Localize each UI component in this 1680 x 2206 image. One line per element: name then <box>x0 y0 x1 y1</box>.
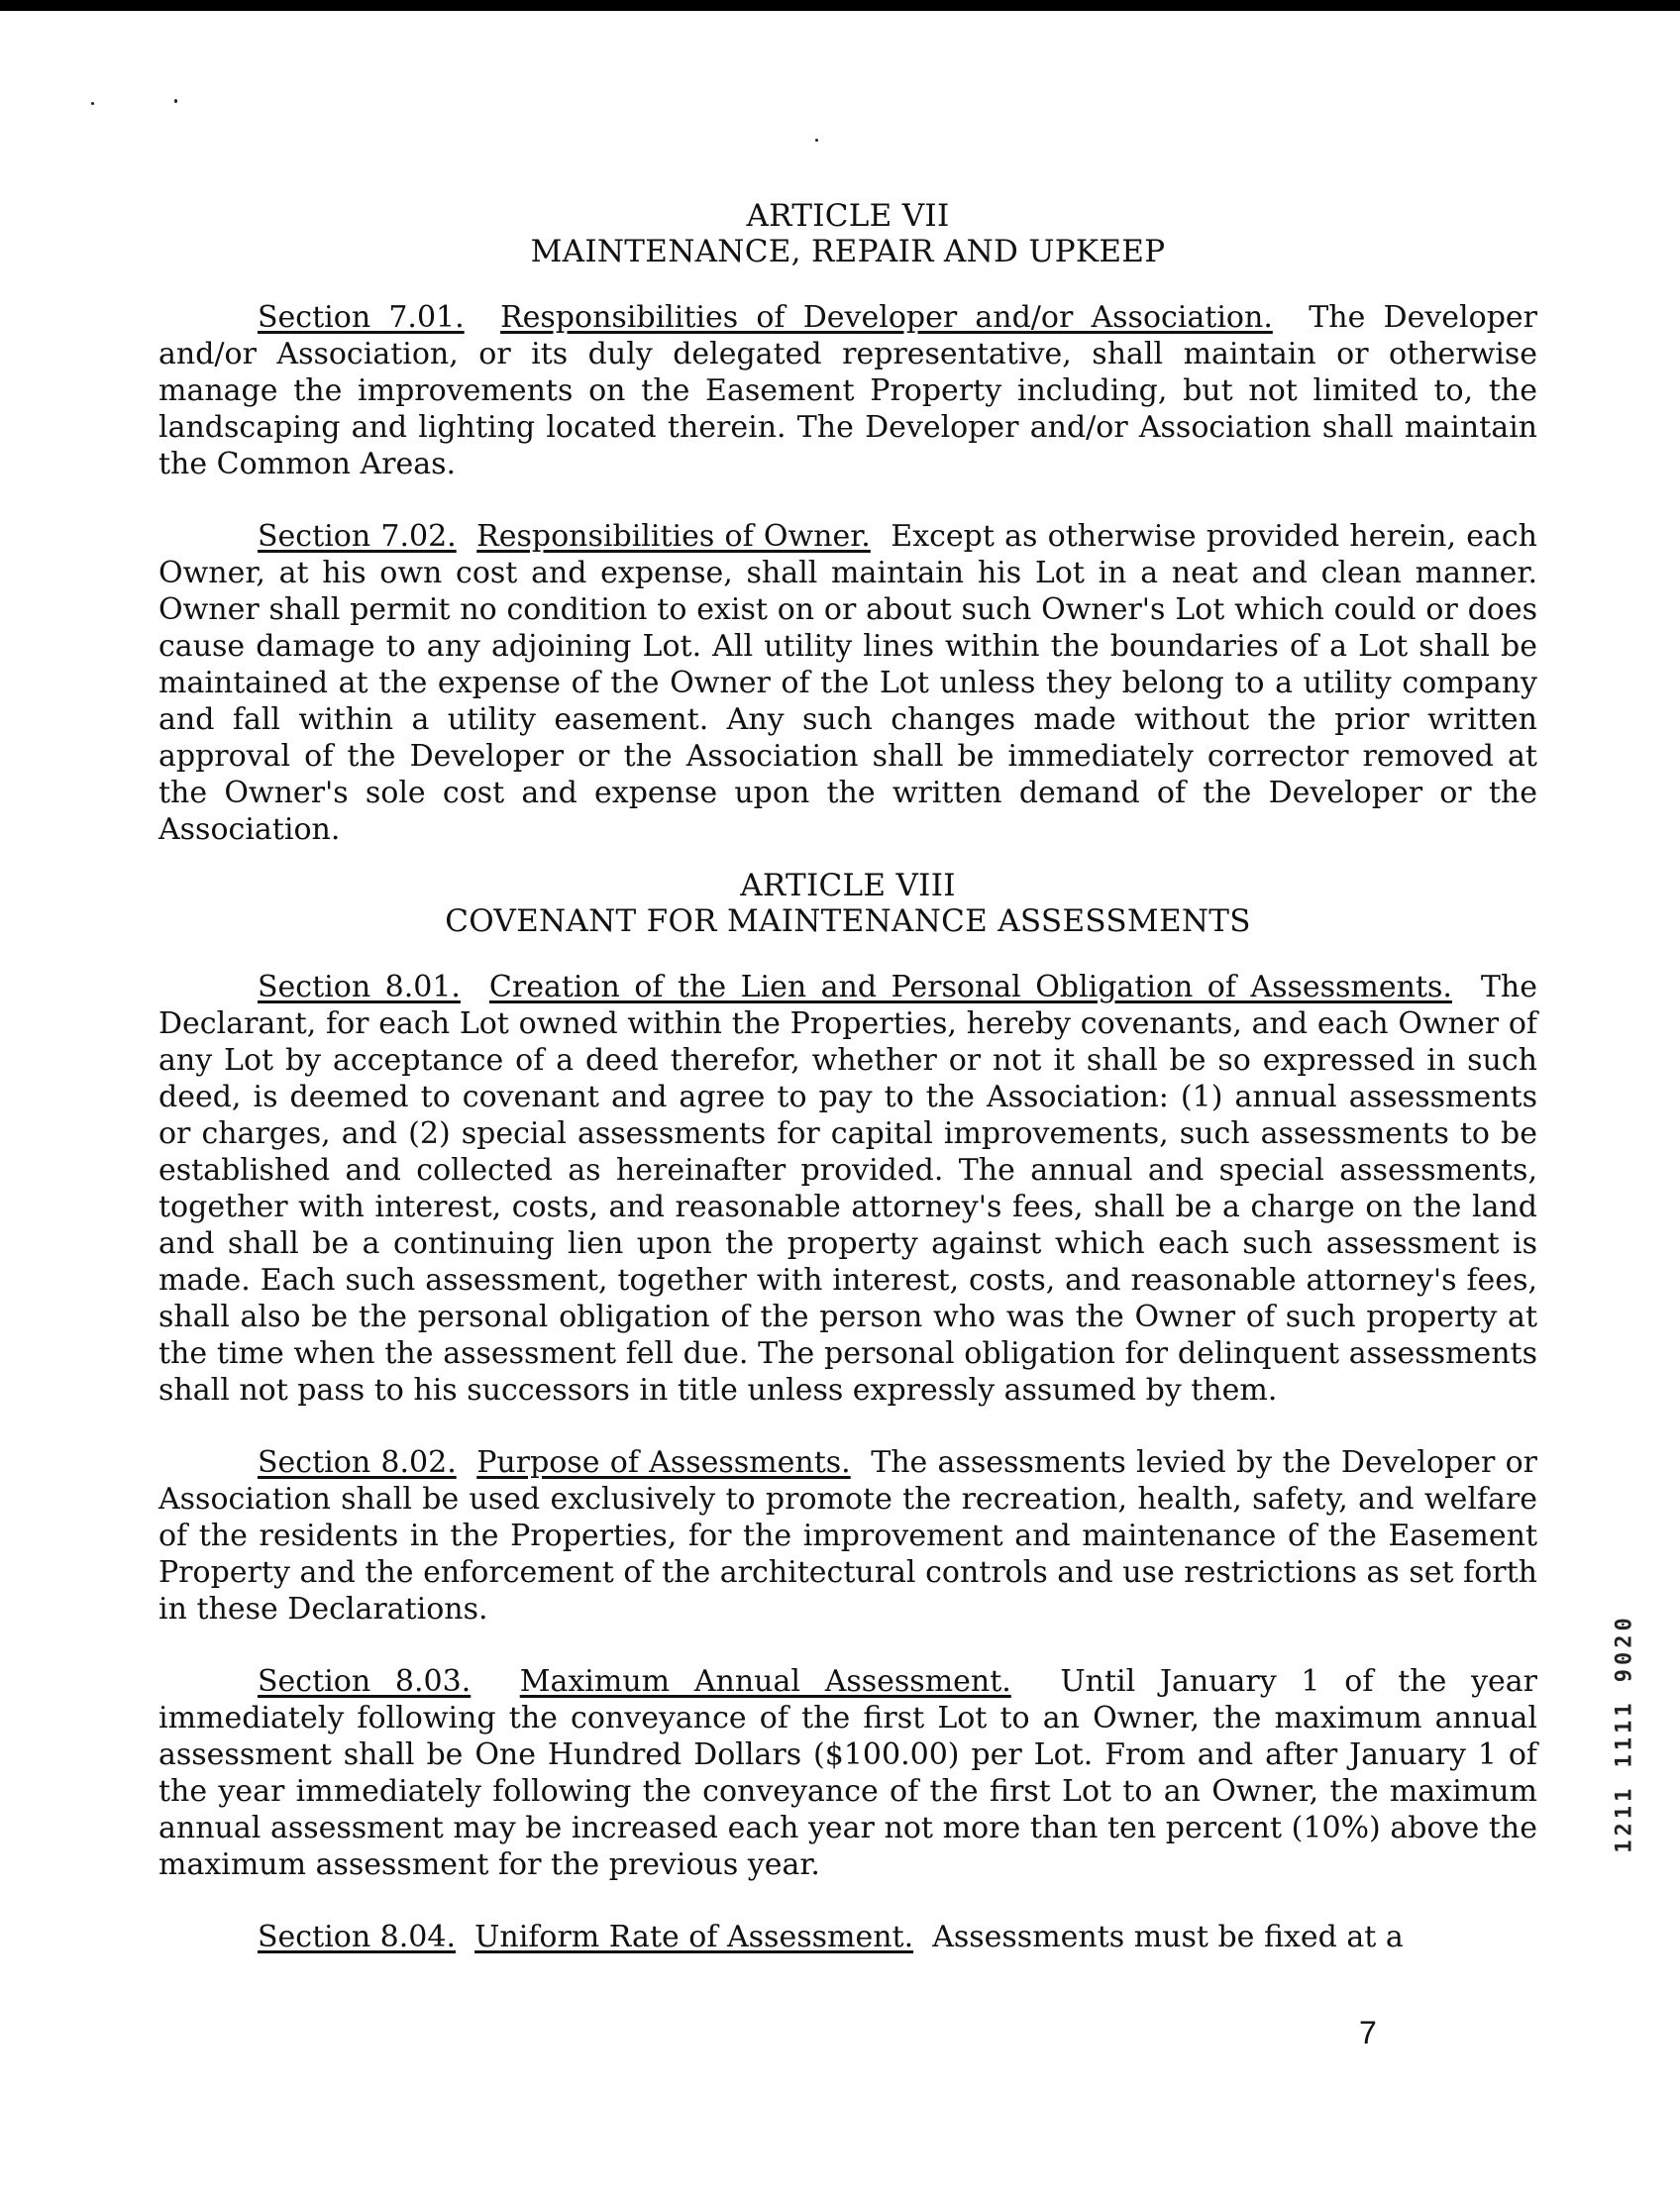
section-body: Assessments must be fixed at a <box>932 1920 1404 1954</box>
section-7-01 <box>158 299 1537 482</box>
section-number: Section 8.03. <box>258 1664 472 1699</box>
scan-speck <box>91 102 94 105</box>
section-body: Except as otherwise provided herein, each Owner, at his own cost and expense, shall maintain his Lot in a neat and clean manner. Owner shall permit no condition to exist on or about such Owner's Lot which could or does cause damage to any adjoining Lot. All utility lines within the boundaries of a Lot shall be maintained at the expense of the Owner of the Lot unless they belong to a utility company and fall within a utility easement. Any such changes made without the prior written approval of the Developer or the Association shall be immediately corrector removed at the Owner's sole cost and expense upon the written demand of the Developer or the Association. <box>158 519 1538 847</box>
section-title: Maximum Annual Assessment. <box>519 1664 1011 1699</box>
section-number: Section 8.01. <box>258 970 461 1004</box>
article-viii-number: ARTICLE VIII <box>740 868 956 903</box>
section-number: Section 7.01. <box>258 300 465 335</box>
section-number: Section 7.02. <box>258 519 457 554</box>
article-vii-heading <box>158 198 1537 269</box>
section-title: Creation of the Lien and Personal Obligation of Assessments. <box>488 970 1452 1004</box>
section-8-01 <box>158 969 1537 1409</box>
section-number: Section 8.04. <box>258 1920 457 1954</box>
scan-border <box>0 0 1680 11</box>
article-viii-title: COVENANT FOR MAINTENANCE ASSESSMENTS <box>445 903 1251 939</box>
section-7-02 <box>158 518 1537 848</box>
section-body: The assessments levied by the Developer or Association shall be used exclusively to promote the recreation, health, safety, and welfare of the residents in the Properties, for the improvement and maintenance of the Easement Property and the enforcement of the architectural controls and use restrictions as set forth in these Declarations. <box>158 1445 1538 1627</box>
article-viii-heading <box>158 868 1537 939</box>
section-title: Responsibilities of Owner. <box>476 519 871 554</box>
page-number: 7 <box>1359 2015 1377 2050</box>
section-8-04 <box>158 1919 1537 1955</box>
article-vii-number: ARTICLE VII <box>746 198 950 234</box>
section-title: Responsibilities of Developer and/or Association. <box>500 300 1273 335</box>
margin-stamp <box>1605 1585 1644 1882</box>
article-vii-title: MAINTENANCE, REPAIR AND UPKEEP <box>530 234 1166 269</box>
section-8-02 <box>158 1444 1537 1628</box>
section-number: Section 8.02. <box>258 1445 457 1480</box>
document-page <box>158 198 1537 1955</box>
section-title: Purpose of Assessments. <box>476 1445 851 1480</box>
section-8-03 <box>158 1663 1537 1883</box>
section-body: Until January 1 of the year immediately following the conveyance of the first Lot to an Owner, the maximum annual assessment shall be One Hundred Dollars ($100.00) per Lot. From and after January 1 of the year immediately following the conveyance of the first Lot to an Owner, the maximum annual assessment may be increased each year not more than ten percent (10%) above the maximum assessment for the previous year. <box>158 1664 1538 1882</box>
scan-speck <box>174 99 177 103</box>
section-body: The Developer and/or Association, or its duly delegated representative, shall maintain or otherwise manage the improvements on the Easement Property including, but not limited to, the landscaping and lighting located therein. The Developer and/or Association shall maintain the Common Areas. <box>158 300 1537 481</box>
scan-speck <box>815 139 818 142</box>
section-title: Uniform Rate of Assessment. <box>474 1920 914 1954</box>
section-body: The Declarant, for each Lot owned within the Properties, hereby covenants, and each Owner of any Lot by acceptance of a deed therefor, whether or not it shall be so expressed in such deed, is deemed to covenant and agree to pay to the Association: (1) annual assessments or charges, and (2) special assessments for capital improvements, such assessments to be established and collected as hereinafter provided. The annual and special assessments, together with interest, costs, and reasonable attorney's fees, shall be a charge on the land and shall be a continuing lien upon the property against which each such assessment is made. Each such assessment, together with interest, costs, and reasonable attorney's fees, shall also be the personal obligation of the person who was the Owner of such property at the time when the assessment fell due. The personal obligation for delinquent assessments shall not pass to his successors in title unless expressly assumed by them. <box>158 970 1537 1408</box>
margin-stamp-text: 1211 1111 9020 <box>1612 1614 1637 1853</box>
